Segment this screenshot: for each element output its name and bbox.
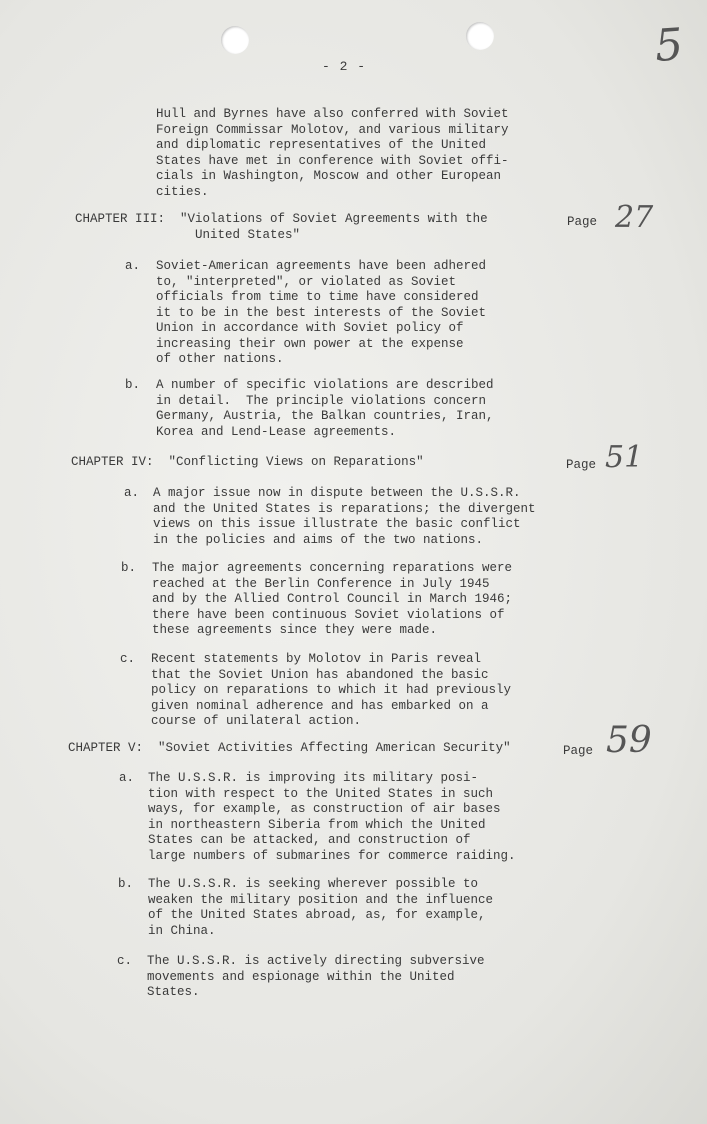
page-reference-label: Page (567, 215, 598, 229)
item-letter: b. (118, 877, 134, 891)
item-text: A major issue now in dispute between the U.S.S.R. and the United States is reparations; the divergent views on this issue illustrate the basic conflict in the policies and aims of the two nations. (153, 486, 536, 547)
item-text: The U.S.S.R. is seeking wherever possible to weaken the military position and the influence of the United States abroad, as, for example, in China. (148, 877, 494, 938)
chapter-heading-5 (68, 741, 511, 757)
item-text: The U.S.S.R. is actively directing subversive movements and espionage within the United States. (147, 954, 485, 999)
intro-paragraph: Hull and Byrnes have also conferred with Soviet Foreign Commissar Molotov, and various military and diplomatic representatives of the United States have met in conference with Soviet offi- cials in Washington, Moscow and other European cities. (156, 107, 509, 199)
handwritten-page-mark: 5 (653, 19, 685, 72)
item-letter: c. (117, 954, 133, 968)
chapter-title: "Conflicting Views on Reparations" (168, 455, 424, 469)
page-reference-label: Page (566, 458, 597, 472)
item-letter: a. (125, 259, 141, 273)
page-reference-label: Page (563, 744, 594, 758)
item-letter: a. (119, 771, 135, 785)
punch-hole-left (221, 26, 249, 54)
item-letter: b. (125, 378, 141, 392)
chapter-label: CHAPTER III: (75, 212, 166, 226)
chapter-title: "Violations of Soviet Agreements with the United States" (180, 212, 488, 242)
item-text: Soviet-American agreements have been adhered to, "interpreted", or violated as Soviet officials from time to time have considered it to be in the best interests of the Soviet Union in accordance with Soviet policy of increasing their own power at the expense of other nations. (156, 259, 487, 366)
chapter-title: "Soviet Activities Affecting American Security" (158, 741, 511, 755)
handwritten-page-number: 51 (605, 440, 644, 475)
item-letter: c. (120, 652, 136, 666)
page-number: - 2 - (322, 59, 367, 74)
item-text: Recent statements by Molotov in Paris reveal that the Soviet Union has abandoned the basic policy on reparations to which it had previously given nominal adherence and has embarked on a course of unilateral action. (151, 652, 512, 728)
item-letter: b. (121, 561, 137, 575)
item-text: The major agreements concerning reparations were reached at the Berlin Conference in July 1945 and by the Allied Control Council in March 1946; there have been continuous Soviet violations of these agreements since they were made. (152, 561, 513, 637)
item-text: The U.S.S.R. is improving its military posi- tion with respect to the United States in such ways, for example, as construction of air bases in northeastern Siberia from which the United States can be attacked, and construction of large numbers of submarines for commerce raiding. (148, 771, 516, 863)
chapter-heading-3 (75, 212, 488, 243)
chapter-heading-4 (71, 455, 424, 471)
item-text: A number of specific violations are described in detail. The principle violations concern Germany, Austria, the Balkan countries, Iran, Korea and Lend-Lease agreements. (156, 378, 494, 439)
punch-hole-right (466, 22, 494, 50)
handwritten-page-number: 59 (606, 720, 652, 761)
chapter-label: CHAPTER IV: (71, 455, 154, 469)
item-letter: a. (124, 486, 140, 500)
handwritten-page-number: 27 (615, 200, 654, 235)
chapter-label: CHAPTER V: (68, 741, 144, 755)
